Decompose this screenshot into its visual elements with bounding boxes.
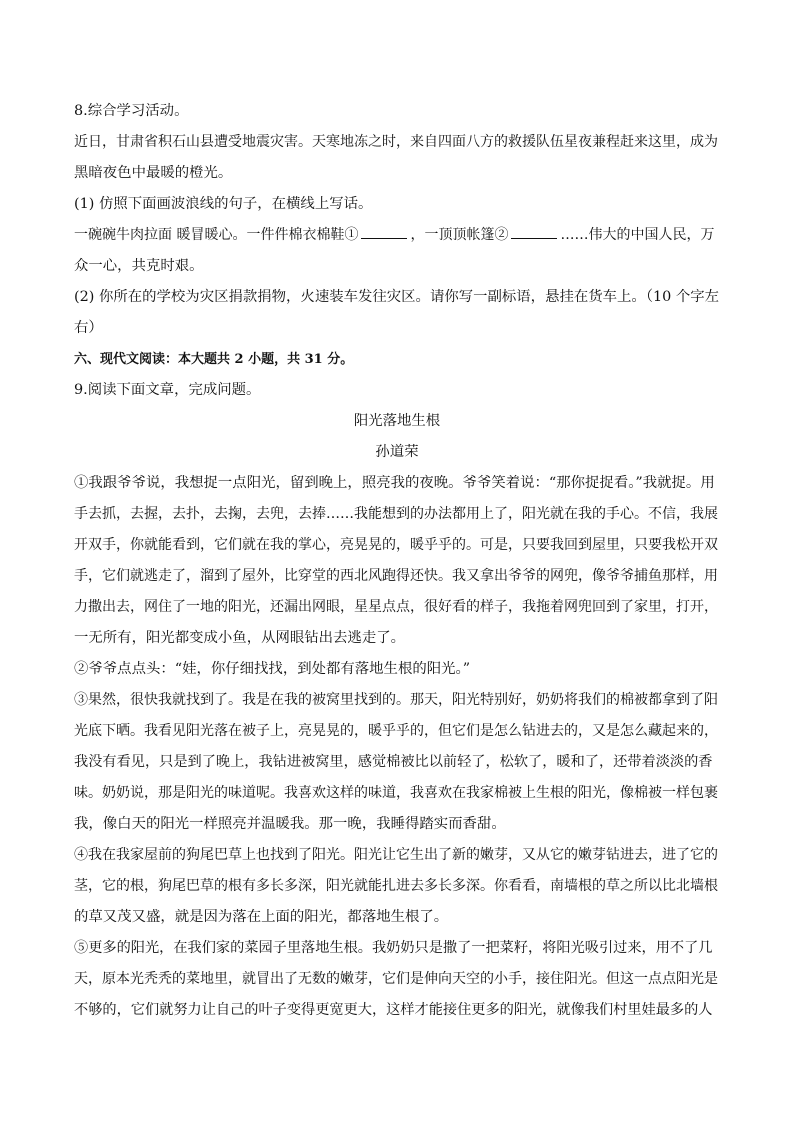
p1-line: ①我跟爷爷说，我想捉一点阳光，留到晚上，照亮我的夜晚。爷爷笑着说：“那你捉捉看。”我就捉。用 (74, 475, 715, 491)
p2-line: ②爷爷点点头：“娃，你仔细找找，到处都有落地生根的阳光。” (74, 661, 471, 677)
p3-line: 味。奶奶说，那是阳光的味道呢。我喜欢这样的味道，我喜欢在我家棉被上生根的阳光，像棉被一样包裹 (74, 785, 718, 801)
q8-sub1-text-c: ……伟大的中国人民，万 (560, 227, 715, 243)
p1-line: 一无所有，阳光都变成小鱼，从网眼钻出去逃走了。 (74, 630, 405, 646)
q8-sub1-line-2: 众一心，共克时艰。 (74, 258, 204, 274)
p1-line: 开双手，你就能看到，它们就在我的掌心，亮晃晃的，暖乎乎的。可是，只要我回到屋里，只要我松开双 (74, 537, 718, 553)
q8-intro-line-1: 近日，甘肃省积石山县遭受地震灾害。天寒地冻之时，来自四面八方的救援队伍星夜兼程赶来这里，成为 (74, 134, 718, 150)
p3-line: 我，像白天的阳光一样照亮并温暖我。那一晚，我睡得踏实而香甜。 (74, 816, 506, 832)
p1-line: 力撒出去，网住了一地的阳光，还漏出网眼，星星点点，很好看的样子，我拖着网兜回到了家里，打开， (74, 599, 718, 615)
q9-title: 9.阅读下面文章，完成问题。 (74, 382, 261, 398)
p5-line: 天，原本光秃秃的菜地里，就冒出了无数的嫩芽，它们是伸向天空的小手，接住阳光。但这一点点阳光是 (74, 971, 718, 987)
q8-sub1-title: (1) 仿照下面画波浪线的句子，在横线上写话。 (74, 196, 373, 212)
q8-intro-line-2: 黑暗夜色中最暖的橙光。 (74, 165, 233, 181)
paragraph-3 (74, 685, 720, 840)
paragraph-5 (74, 933, 720, 1026)
p3-line: ③果然，很快我就找到了。我是在我的被窝里找到的。那天，阳光特别好，奶奶将我们的棉被都拿到了阳 (74, 692, 718, 708)
p5-line: 不够的，它们就努力让自己的叶子变得更宽更大，这样才能接住更多的阳光，就像我们村里娃最多的人 (74, 1002, 713, 1018)
article-author: 孙道荣 (375, 444, 419, 460)
q8-sub2-line-1: (2) 你所在的学校为灾区捐款捐物，火速装车发往灾区。请你写一副标语，悬挂在货车上。（10 个字左 (74, 289, 720, 305)
q8-sub1-line-1 (74, 220, 720, 251)
paragraph-2 (74, 654, 720, 685)
paragraph-4 (74, 840, 720, 933)
q8-title: 8.综合学习活动。 (74, 103, 189, 119)
q8-sub1-text-b: ，一顶顶帐篷② (410, 227, 509, 243)
p1-line: 手，它们就逃走了，溜到了屋外，比穿堂的西北风跑得还快。我又拿出爷爷的网兜，像爷爷捕鱼那样，用 (74, 568, 718, 584)
p5-line: ⑤更多的阳光，在我们家的菜园子里落地生根。我奶奶只是撒了一把菜籽，将阳光吸引过来，用不了几 (74, 940, 713, 956)
p3-line: 光底下晒。我看见阳光落在被子上，亮晃晃的，暖乎乎的，但它们是怎么钻进去的，又是怎么藏起来的， (74, 723, 718, 739)
q8-sub2-line-2: 右） (74, 320, 103, 336)
p4-line: 茎，它的根，狗尾巴草的根有多长多深，阳光就能扎进去多长多深。你看看，南墙根的草之所以比北墙根 (74, 878, 718, 894)
p1-line: 手去抓，去握，去扑，去掬，去兜，去捧……我能想到的办法都用上了，阳光就在我的手心。不信，我展 (74, 506, 718, 522)
answer-blank-1[interactable] (361, 226, 407, 239)
p4-line: 的草又茂又盛，就是因为落在上面的阳光，都落地生根了。 (74, 909, 449, 925)
q8-sub1-text-a: 一碗碗牛肉拉面 暖冒暖心。一件件棉衣棉鞋① (74, 227, 359, 243)
article-title: 阳光落地生根 (353, 413, 441, 429)
p3-line: 我没有看见，只是到了晚上，我钻进被窝里，感觉棉被比以前轻了，松软了，暖和了，还带着淡淡的香 (74, 754, 713, 770)
p4-line: ④我在我家屋前的狗尾巴草上也找到了阳光。阳光让它生出了新的嫩芽，又从它的嫩芽钻进去，进了它的 (74, 847, 718, 863)
paragraph-1 (74, 468, 720, 654)
section-6-heading: 六、现代文阅读：本大题共 2 小题，共 31 分。 (74, 352, 354, 367)
document-page (74, 96, 720, 1026)
answer-blank-2[interactable] (511, 226, 557, 239)
